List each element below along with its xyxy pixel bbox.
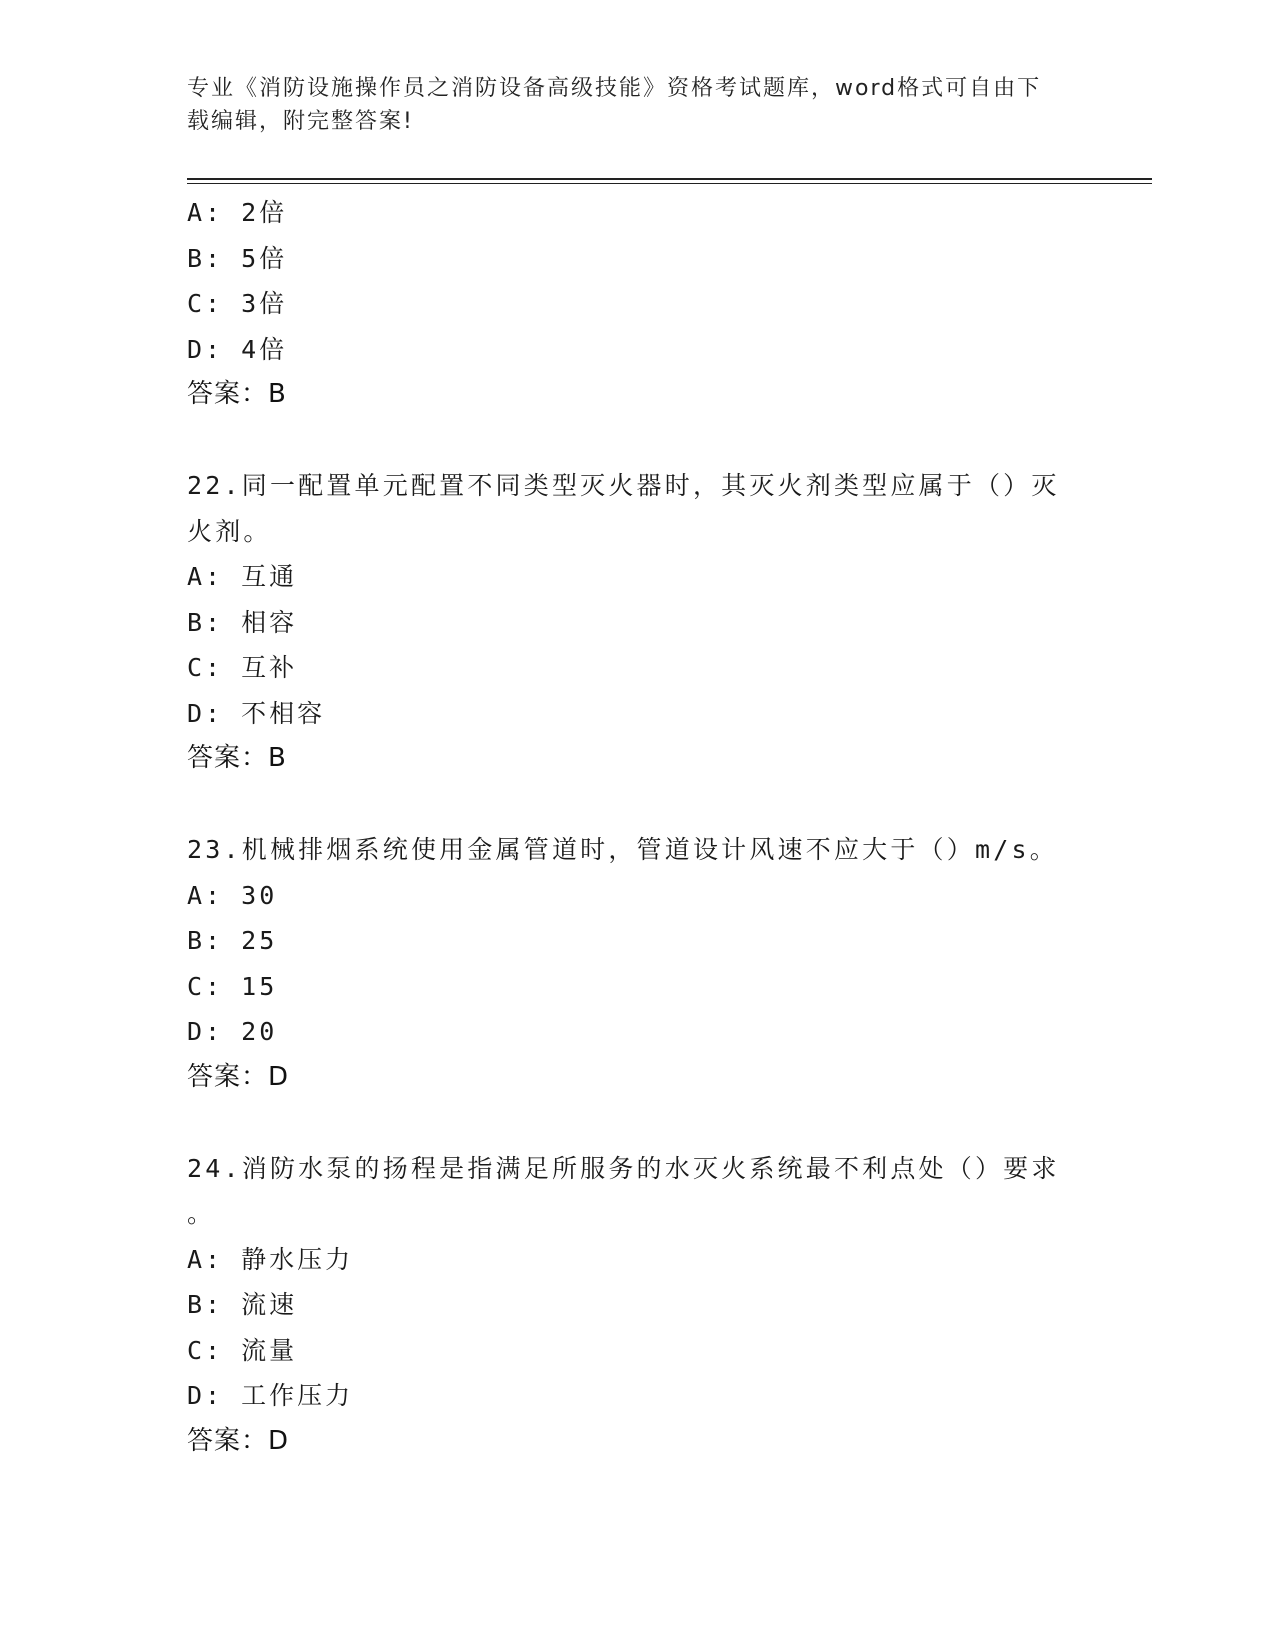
option-d: D: 4倍 (187, 334, 288, 364)
option-a: A: 互通 (187, 562, 298, 591)
option-b: B: 5倍 (187, 243, 288, 273)
header-divider-thin (187, 183, 1152, 184)
option-a: A: 2倍 (187, 198, 288, 227)
header-line-2: 载编辑，附完整答案! (187, 109, 414, 134)
option-b: B: 25 (187, 926, 278, 955)
answer-line: 答案：D (187, 1061, 290, 1092)
option-b: B: 流速 (187, 1290, 298, 1319)
option-a: A: 静水压力 (187, 1244, 354, 1274)
question-22 (187, 463, 1077, 782)
header-line-1: 专业《消防设施操作员之消防设备高级技能》资格考试题库，word格式可自由下 (187, 76, 1042, 101)
option-b: B: 相容 (187, 607, 298, 637)
option-d: D: 工作压力 (187, 1381, 354, 1410)
document-header (187, 72, 1067, 138)
question-21 (187, 190, 1077, 418)
option-c: C: 流量 (187, 1335, 298, 1365)
question-stem-line-1: 24.消防水泵的扬程是指满足所服务的水灭火系统最不利点处（）要求 (187, 1153, 1060, 1183)
option-c: C: 3倍 (187, 289, 288, 318)
question-stem-line-1: 22.同一配置单元配置不同类型灭火器时，其灭火剂类型应属于（）灭 (187, 471, 1060, 500)
question-stem-line-1: 23.机械排烟系统使用金属管道时，管道设计风速不应大于（）m/s。 (187, 835, 1058, 864)
option-d: D: 20 (187, 1017, 278, 1046)
option-c: C: 15 (187, 971, 278, 1001)
question-stem-line-2: 。 (187, 1199, 216, 1228)
question-24 (187, 1146, 1077, 1465)
spacer (187, 782, 1077, 828)
question-stem-line-2: 火剂。 (187, 516, 272, 546)
option-a: A: 30 (187, 880, 278, 910)
question-23 (187, 827, 1077, 1100)
header-divider-thick (187, 178, 1152, 180)
answer-line: 答案：B (187, 379, 287, 409)
answer-line: 答案：D (187, 1425, 290, 1456)
answer-line: 答案：B (187, 743, 287, 773)
question-list (187, 190, 1077, 1464)
spacer (187, 1100, 1077, 1146)
option-c: C: 互补 (187, 653, 298, 682)
option-d: D: 不相容 (187, 698, 326, 728)
spacer (187, 418, 1077, 464)
